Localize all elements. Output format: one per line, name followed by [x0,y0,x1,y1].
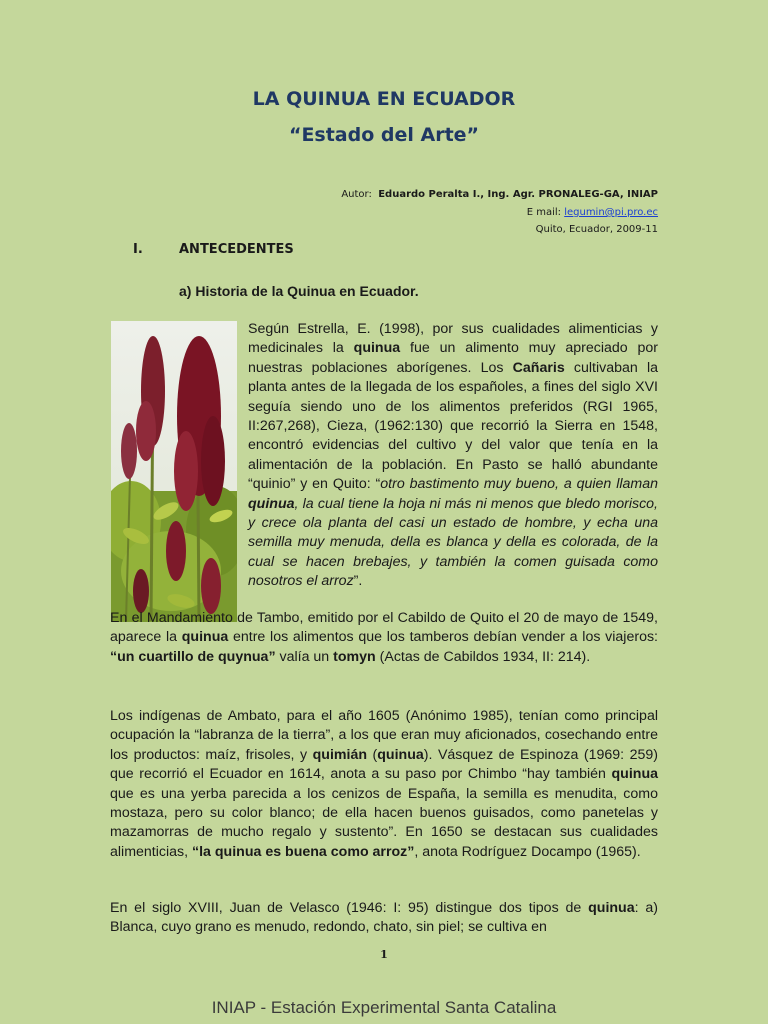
text-run: ”. [353,573,363,590]
text-run: quinua [353,340,401,357]
text-run: que es una yerba parecida a los cenizos de España, la semilla es menudita, como mostaza, pero su color blanco; de ella hacen buenos guisados, como panetelas y mazamorras de mucho regalo y sustento”. En 1650 se destacan sus cualidades alimenticias, [110,785,658,860]
email-line [527,207,658,218]
page-number: 1 [380,948,388,961]
quinoa-plant-illustration [111,321,237,622]
section-title: ANTECEDENTES [179,242,294,257]
text-run: Los indígenas de Ambato, para el año 1605 (Anónimo 1985), tenían como principal ocupación la “labranza de la tierra”, a los que eran muy aficionados, cosechando entre los productos: maíz, frisoles, y [110,708,658,763]
text-run: Según Estrella, E. (1998), por sus cualidades alimenticias y medicinales la [248,321,658,357]
page-footer: INIAP - Estación Experimental Santa Catalina [211,998,557,1017]
text-run: : a) Blanca, cuyo grano es menudo, redondo, chato, sin piel; se cultiva en [110,900,658,936]
paragraph-estrella [248,320,658,592]
paragraph-ambato [110,707,658,862]
text-run: fue un alimento muy apreciado por nuestras poblaciones aborígenes. Los [248,340,658,376]
text-run: En el Mandamiento de Tambo, emitido por el Cabildo de Quito el 20 de mayo de 1549, aparece la [110,610,658,646]
text-run: quinua [248,495,295,512]
text-run: , la cual tiene la hoja ni más ni menos que bledo morisco, y crece ola planta del casi un estado de hombre, y echa una semilla muy menuda, della es blanca y della es colorada, de la cual se hacen brebajes, y también [248,495,658,570]
text-run: En el siglo XVIII, Juan de Velasco (1946: I: 95) distingue dos tipos de [110,900,589,916]
text-run: ( [367,746,378,763]
text-run: quinua [181,629,229,646]
author-line [341,189,658,200]
paragraph-velasco [110,899,658,938]
author-label: Autor: [341,189,372,200]
section-heading [133,242,294,257]
text-run: tomyn [333,648,376,665]
text-run: entre los alimentos que los tamberos debían vender a los viajeros: [228,629,658,646]
text-run: “un cuartillo de quynua” [110,648,276,665]
author-name: Eduardo Peralta I., Ing. Agr. PRONALEG-GA, INIAP [378,189,658,200]
location-date: Quito, Ecuador, 2009-11 [535,224,658,235]
text-run: valía un [275,648,334,665]
paragraph-tambo [110,609,658,667]
text-run: ). Vásquez de Espinoza (1969: 259) que recorrió el Ecuador en 1614, anota a su paso por Chimbo “hay también [110,746,658,783]
subsection-heading: a) Historia de la Quinua en Ecuador. [179,283,419,299]
text-run: “la quinua es buena como arroz” [192,843,415,860]
document-subtitle: “Estado del Arte” [288,124,480,146]
text-run: cultivaban la planta antes de la llegada de los españoles, a fines del siglo XVI seguía siendo uno de los alimentos preferidos (RGI 1965, II:267,268), Cieza, (1962:130) que recorrió la Sierra en 1548, encontró evidencias del cultivo y del valor que tenía en la alimentación de la población. En Pasto se halló abundante “quinio” y en Quito: “ [248,359,659,493]
text-run: quinua [611,766,658,783]
email-link[interactable]: legumin@pi.pro.ec [564,207,658,218]
text-run: , anota Rodríguez Docampo (1965). [414,843,641,860]
email-label: E mail: [526,207,562,218]
document-title: LA QUINUA EN ECUADOR [252,88,516,110]
text-run: la comen guisada como nosotros el arroz [248,553,659,590]
section-number: I. [133,242,143,257]
text-run: quinua [377,746,424,763]
text-run: quimián [312,746,368,763]
text-run: (Actas de Cabildos 1934, II: 214). [375,648,591,665]
text-run: Cañaris [512,359,565,376]
text-run: quinua [588,900,635,916]
quinoa-plant-photo [111,321,237,622]
text-run: otro bastimento muy bueno, a quien llaman [380,476,658,493]
